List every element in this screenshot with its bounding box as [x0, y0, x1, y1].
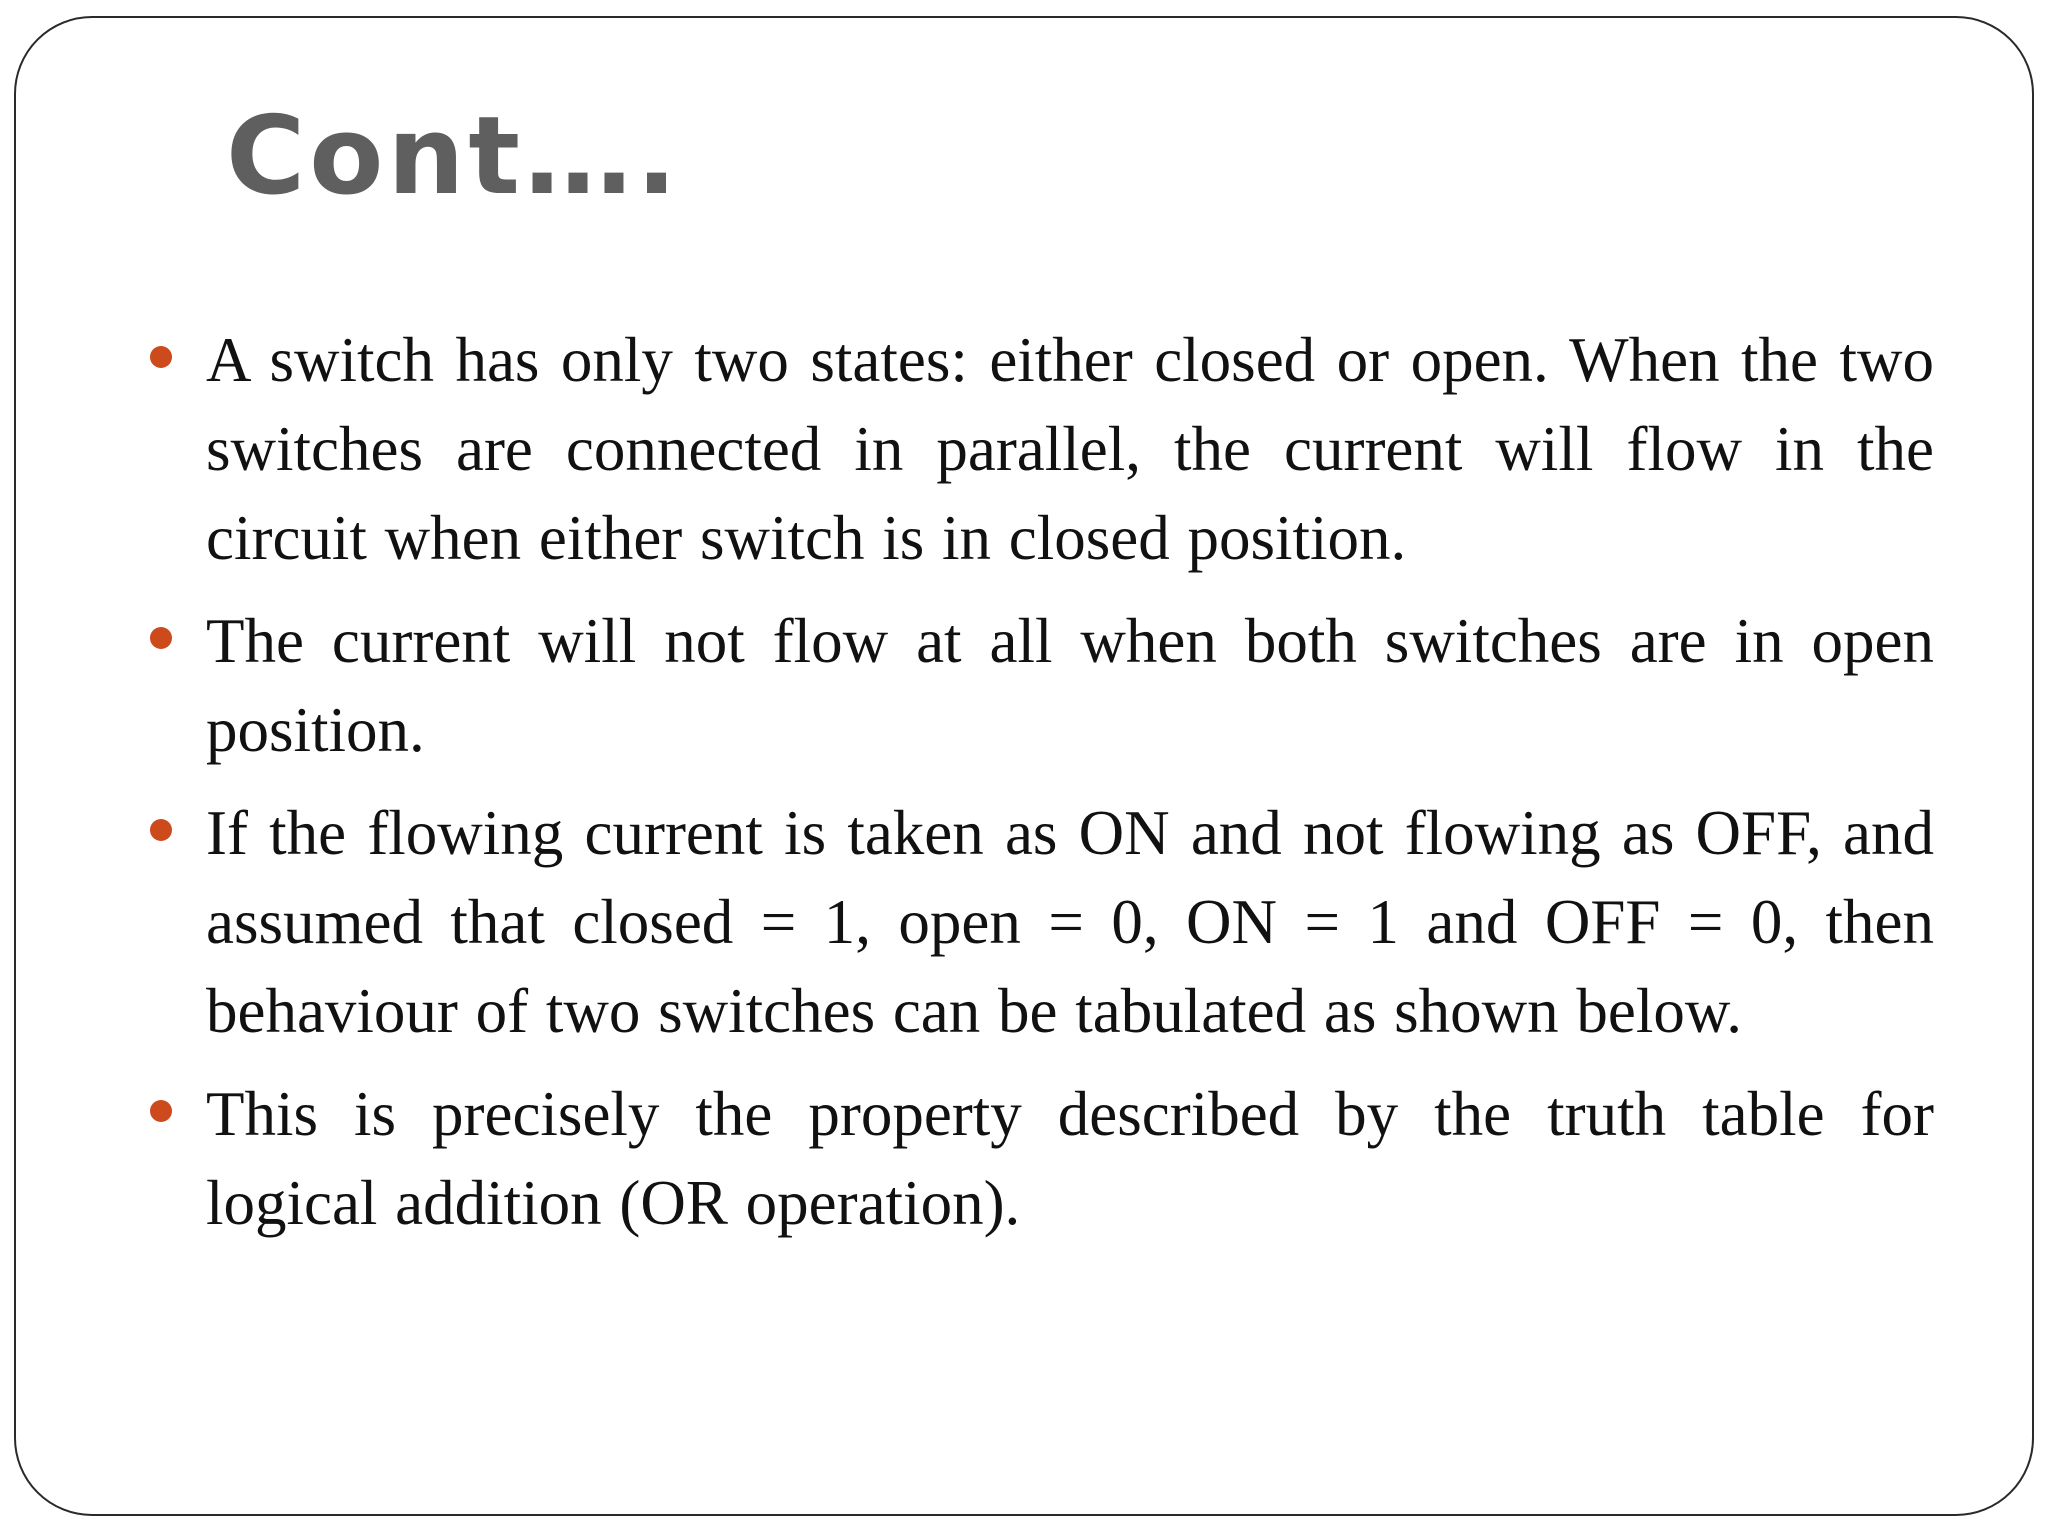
bullet-list: [16, 316, 2034, 1262]
bullet-item: [16, 316, 2034, 583]
bullet-dot-icon: [150, 1100, 172, 1122]
bullet-item: [16, 1070, 2034, 1248]
bullet-text: The current will not flow at all when both switches are in open position.: [206, 606, 1934, 765]
bullet-item: [16, 597, 2034, 775]
bullet-dot-icon: [150, 346, 172, 368]
bullet-dot-icon: [150, 819, 172, 841]
bullet-dot-icon: [150, 627, 172, 649]
bullet-text: If the flowing current is taken as ON and not flowing as OFF, and assumed that closed = 1, open = 0, ON = 1 and OFF = 0, then behaviour of two switches can be tabulated as shown below.: [206, 798, 1934, 1046]
bullet-item: [16, 789, 2034, 1056]
bullet-text: A switch has only two states: either closed or open. When the two switches are connected in parallel, the current will flow in the circuit when either switch is in closed position.: [206, 325, 1934, 573]
slide: [14, 16, 2034, 1516]
slide-title: Cont….: [226, 94, 681, 219]
bullet-text: This is precisely the property described by the truth table for logical addition (OR operation).: [206, 1079, 1934, 1238]
